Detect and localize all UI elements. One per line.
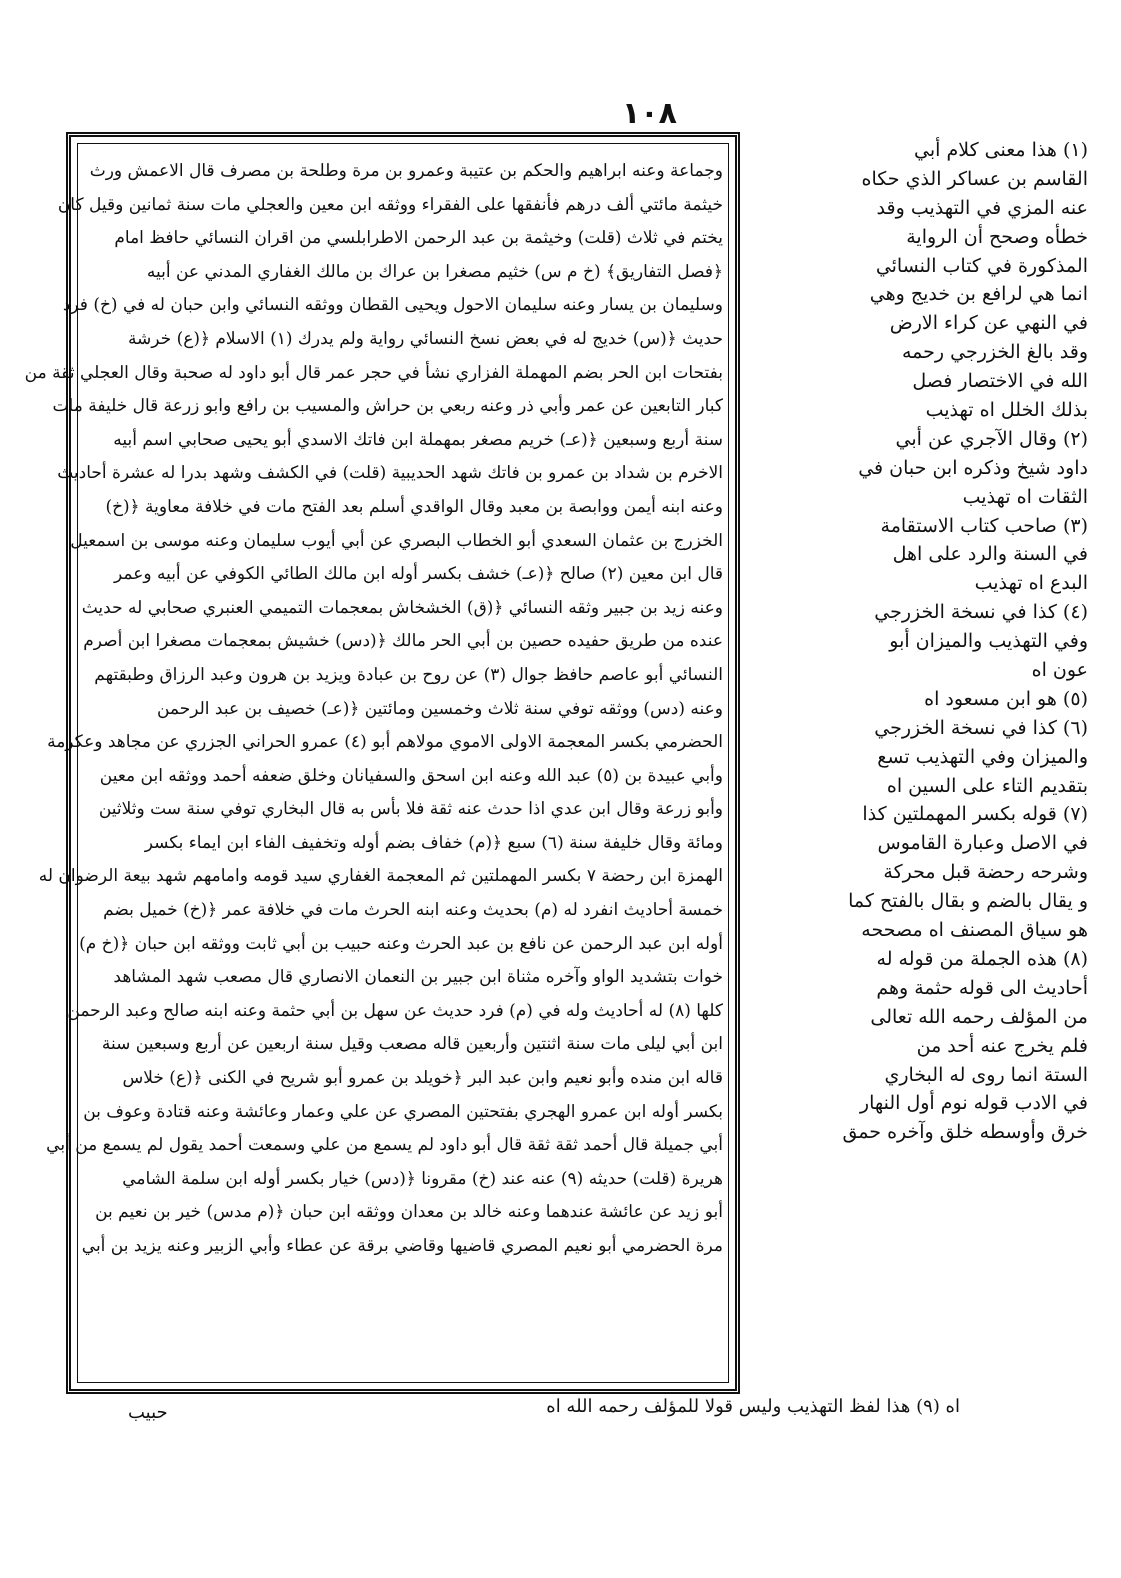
text-line: بفتحات ابن الحر بضم المهملة الفزاري نشأ في حجر عمر قال أبو داود له صحبة وقال العجلي ثقة من	[24, 362, 723, 383]
text-line: بكسر أوله ابن عمرو الهجري بفتحتين المصري عن علي وعمار وعائشة وعنه قتادة وعوف بن	[83, 1101, 723, 1122]
margin-note-line: الستة انما روى له البخاري	[884, 1063, 1088, 1086]
margin-note-line: في النهي عن كراء الارض	[889, 312, 1088, 335]
margin-note-line: (٦) كذا في نسخة الخزرجي	[874, 716, 1088, 739]
margin-note-line: عنه المزي في التهذيب وقد	[876, 196, 1088, 219]
margin-note-line: والميزان وفي التهذيب تسع	[877, 745, 1088, 768]
margin-note-line: أحاديث الى قوله حثمة وهم	[876, 976, 1088, 999]
margin-note-line: البدع اه تهذيب	[974, 572, 1088, 595]
margin-note-line: (٢) وقال الآجري عن أبي	[895, 427, 1088, 450]
margin-note-line: (١) هذا معنى كلام أبي	[914, 139, 1088, 161]
margin-note-line: (٤) كذا في نسخة الخزرجي	[874, 601, 1088, 624]
margin-note-line: الثقات اه تهذيب	[962, 485, 1088, 508]
catchword: حبيب	[128, 1402, 168, 1423]
margin-note-line: خطأه وصحح أن الرواية	[906, 225, 1088, 248]
text-line: خوات بتشديد الواو وآخره مثناة ابن جبير بن النعمان الانصاري قال مصعب شهد المشاهد	[113, 967, 723, 988]
margin-note-line: و يقال بالضم و بقال بالفتح كما	[848, 890, 1088, 913]
text-line: يختم في ثلاث (قلت) وخيثمة بن عبد الرحمن الاطرابلسي من اقران النسائي حافظ امام	[114, 228, 723, 249]
text-line: وسليمان بن يسار وعنه سليمان الاحول ويحيى القطان ووثقه النسائي وابن حبان له في (خ) فرد	[62, 295, 723, 316]
margin-note-line: في السنة والرد على اهل	[892, 543, 1088, 566]
margin-note-line: عون اه	[1031, 659, 1088, 682]
bottom-footnote: اه (٩) هذا لفظ التهذيب وليس قولا للمؤلف رحمه الله اه	[546, 1396, 960, 1417]
margin-note-line: وقد بالغ الخزرجي رحمه	[902, 341, 1088, 364]
margin-note-line: انما هي لرافع بن خديج وهي	[869, 283, 1088, 306]
margin-note-line: بتقديم التاء على السين اه	[886, 774, 1088, 797]
margin-note-line: هو سياق المصنف اه مصححه	[861, 919, 1088, 942]
margin-note-line: خرق وأوسطه خلق وآخره حمق	[842, 1121, 1088, 1144]
main-text-frame	[24, 132, 740, 1394]
text-line: حديث ﴿(س) خديج له في بعض نسخ النسائي رواية ولم يدرك (١) الاسلام ﴿(ع) خرشة	[127, 328, 723, 349]
text-line: أوله ابن عبد الرحمن عن نافع بن عبد الحرث وعنه حبيب بن أبي ثابت ووثقه ابن حبان ﴿(خ م)	[79, 933, 723, 954]
margin-note-line: الله في الاختصار فصل	[912, 370, 1088, 393]
text-line: أبي جميلة قال أحمد ثقة ثقة قال أبو داود لم يسمع من علي وسمعت أحمد يقول لم يسمع من أبي	[46, 1135, 723, 1156]
text-line: الحضرمي بكسر المعجمة الاولى الاموي مولاهم أبو (٤) عمرو الحراني الجزري عن مجاهد وعكرمة	[47, 732, 723, 753]
text-line: وأبي عبيدة بن (٥) عبد الله وعنه ابن اسحق والسفيانان وخلق ضعفه أحمد ووثقه ابن معين	[99, 765, 723, 786]
text-line: النسائي أبو عاصم حافظ جوال (٣) عن روح بن عبادة ويزيد بن هرون وعبد الرزاق وطبقتهم	[94, 664, 723, 685]
text-line: ابن أبي ليلى مات سنة اثنتين وأربعين قاله مصعب وقيل سنة اربعين عن أربع وسبعين سنة	[101, 1034, 723, 1055]
text-line: كلها (٨) له أحاديث وله في (م) فرد حديث عن سهل بن أبي حثمة وعنه ابنه صالح وعبد الرحمن	[67, 1000, 723, 1021]
text-line: أبو زيد عن عائشة عندهما وعنه خالد بن معدان ووثقه ابن حبان ﴿(م مدس) خير بن نعيم بن	[95, 1202, 723, 1223]
page-number: ١٠٨	[622, 96, 677, 131]
marginal-notes	[748, 136, 1088, 1147]
text-line: الخزرج بن عثمان السعدي أبو الخطاب البصري عن أبي أيوب سليمان وعنه موسى بن اسمعيل	[70, 530, 723, 551]
text-line: عنده من طريق حفيده حصين بن أبي الحر مالك ﴿(دس) خشيش بمعجمات مصغرا ابن أصرم	[83, 631, 723, 652]
text-line: قال ابن معين (٢) صالح ﴿(عـ) خشف بكسر أوله ابن مالك الطائي الكوفي عن أبيه وعمر	[113, 564, 723, 585]
margin-note-line: من المؤلف رحمه الله تعالى	[870, 1005, 1088, 1028]
margin-note-line: في الادب قوله نوم أول النهار	[859, 1092, 1088, 1115]
margin-note-line: (٥) هو ابن مسعود اه	[924, 687, 1088, 710]
margin-note-line: وفي التهذيب والميزان أبو	[889, 630, 1088, 653]
text-line: وعنه (دس) ووثقه توفي سنة ثلاث وخمسين ومائتين ﴿(عـ) خصيف بن عبد الرحمن	[156, 698, 723, 719]
main-text-body	[24, 155, 723, 1264]
margin-note-line: (٨) هذه الجملة من قوله له	[876, 947, 1088, 970]
text-line: الاخرم بن شداد بن عمرو بن فاتك شهد الحديبية (قلت) في الكشف وشهد بدرا له عشرة أحاديث	[57, 463, 723, 484]
text-line: خيثمة مائتي ألف درهم فأنفقها على الفقراء ووثقه ابن معين والعجلي مات سنة ثمانين وقيل كان	[57, 194, 723, 215]
margin-note-line: المذكورة في كتاب النسائي	[875, 254, 1088, 277]
margin-note-line: وشرحه رحضة قبل محركة	[883, 861, 1088, 884]
margin-note-line: فلم يخرج عنه أحد من	[916, 1034, 1088, 1057]
text-line: وعنه زيد بن جبير وثقه النسائي ﴿(ق) الخشخاش بمعجمات التميمي العنبري صحابي له حديث	[81, 597, 723, 618]
margin-note-line: (٣) صاحب كتاب الاستقامة	[880, 514, 1088, 537]
text-line: ومائة وقال خليفة سنة (٦) سبع ﴿(م) خفاف بضم أوله وتخفيف الفاء ابن ايماء بكسر	[144, 832, 723, 853]
text-line: ﴿فصل التفاريق﴾ (خ م س) خثيم مصغرا بن عراك بن مالك الغفاري المدني عن أبيه	[146, 261, 723, 282]
text-line: وأبو زرعة وقال ابن عدي اذا حدث عنه ثقة فلا بأس به قال البخاري توفي سنة ست وثلاثين	[98, 799, 723, 820]
text-line: هريرة (قلت) حديثه (٩) عنه عند (خ) مقرونا ﴿(دس) خيار بكسر أوله ابن سلمة الشامي	[122, 1168, 723, 1189]
text-line: كبار التابعين عن عمر وأبي ذر وعنه ربعي بن حراش والمسيب بن رافع وابو زرعة قال خليفة مات	[52, 396, 723, 417]
text-line: الهمزة ابن رحضة ٧ بكسر المهملتين ثم المعجمة الغفاري سيد قومه وامامهم شهد بيعة الرضوان له	[38, 866, 723, 887]
margin-note-line: (٧) قوله بكسر المهملتين كذا	[862, 803, 1088, 826]
text-line: وجماعة وعنه ابراهيم والحكم بن عتيبة وعمرو بن مرة وطلحة بن مصرف قال الاعمش ورث	[89, 161, 723, 181]
margin-note-line: القاسم بن عساكر الذي حكاه	[861, 167, 1088, 190]
margin-note-line: في الاصل وعبارة القاموس	[877, 832, 1088, 855]
text-line: سنة أربع وسبعين ﴿(عـ) خريم مصغر بمهملة ابن فاتك الاسدي أبو يحيى صحابي اسم أبيه	[113, 429, 723, 450]
text-line: مرة الحضرمي أبو نعيم المصري قاضيها وقاضي برقة عن عطاء وأبي الزبير وعنه يزيد بن أبي	[81, 1236, 723, 1256]
margin-note-line: بذلك الخلل اه تهذيب	[925, 399, 1088, 422]
margin-note-line: داود شيخ وذكره ابن حبان في	[858, 456, 1088, 479]
text-line: قاله ابن منده وأبو نعيم وابن عبد البر ﴿خويلد بن عمرو أبو شريح في الكنى ﴿(ع) خلاس	[122, 1068, 723, 1089]
text-line: خمسة أحاديث انفرد له (م) بحديث وعنه ابنه الحرث مات في خلافة عمر ﴿(خ) خميل بضم	[103, 900, 723, 921]
text-line: وعنه ابنه أيمن ووابصة بن معبد وقال الواقدي أسلم بعد الفتح مات في خلافة معاوية ﴿(خ)	[105, 496, 723, 517]
